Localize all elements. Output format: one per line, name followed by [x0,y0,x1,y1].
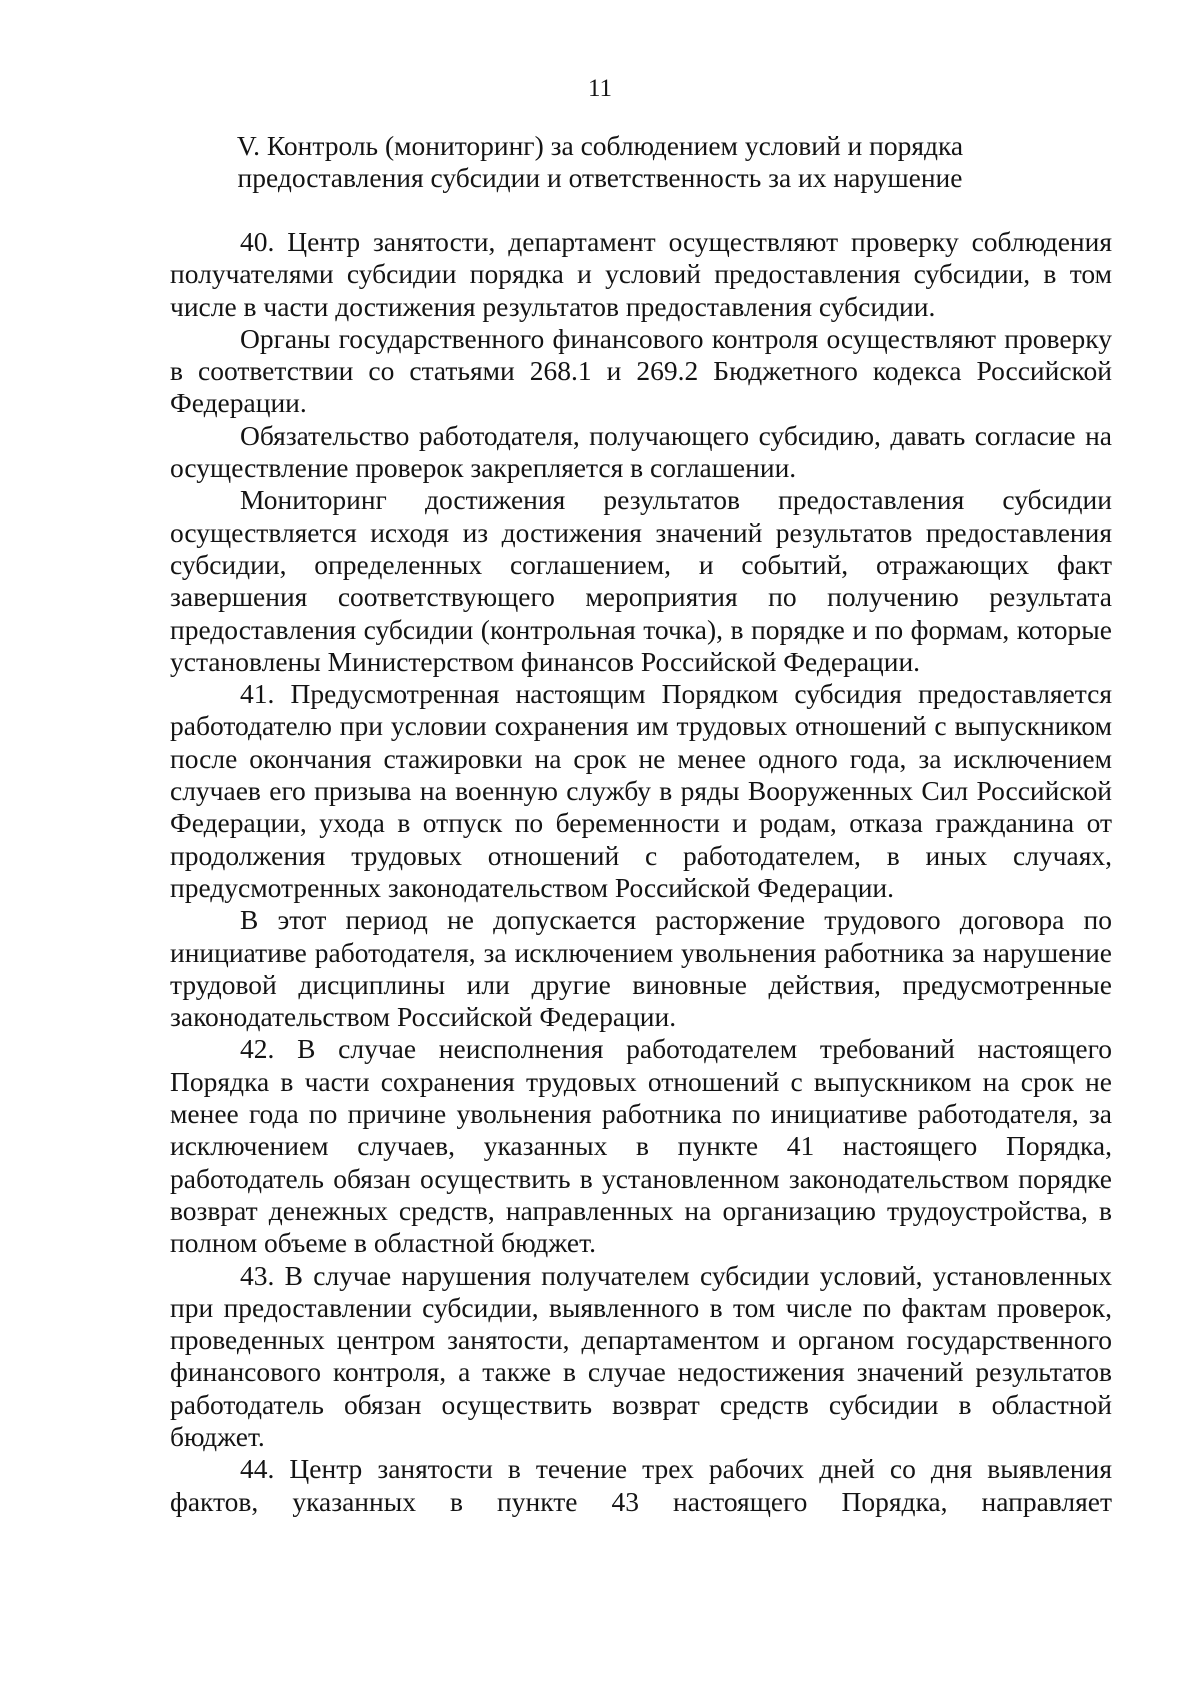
section-title-line: V. Контроль (мониторинг) за соблюдением условий и порядка [236,130,964,161]
paragraph-monitoring: Мониторинг достижения результатов предоставления субсидии осуществляется исходя из достижения значений результатов предоставления субсидии, определенных соглашением, и событий, отражающих факт завершения соответствующего мероприятия по получению результата предоставления субсидии (контрольная точка), в порядке и по формам, которые установлены Министерством финансов Российской Федерации. [170,484,1112,677]
paragraph-41: 41. Предусмотренная настоящим Порядком субсидия предоставляется работодателю при условии сохранения им трудовых отношений с выпускником после окончания стажировки на срок не менее одного года, за исключением случаев его призыва на военную службу в ряды Вооруженных Сил Российской Федерации, ухода в отпуск по беременности и родам, отказа гражданина от продолжения трудовых отношений с работодателем, в иных случаях, предусмотренных законодательством Российской Федерации. [170,678,1112,903]
page-number: 11 [587,75,613,102]
section-title [150,130,1050,194]
document-body [170,226,1112,1518]
paragraph-42: 42. В случае неисполнения работодателем требований настоящего Порядка в части сохранения трудовых отношений с выпускником на срок не менее года по причине увольнения работника по инициативе работодателя, за исключением случаев, указанных в пункте 41 настоящего Порядка, работодатель обязан осуществить в установленном законодательством порядке возврат денежных средств, направленных на организацию трудоустройства, в полном объеме в областной бюджет. [170,1033,1112,1259]
paragraph-40: 40. Центр занятости, департамент осуществляют проверку соблюдения получателями субсидии порядка и условий предоставления субсидии, в том числе в части достижения результатов предоставления субсидии. [170,226,1112,322]
paragraph-43: 43. В случае нарушения получателем субсидии условий, установленных при предоставлении субсидии, выявленного в том числе по фактам проверок, проведенных центром занятости, департаментом и органом государственного финансового контроля, а также в случае недостижения значений результатов работодатель обязан осуществить возврат средств субсидии в областной бюджет. [170,1259,1112,1452]
paragraph-control-bodies: Органы государственного финансового контроля осуществляют проверку в соответствии со статьями 268.1 и 269.2 Бюджетного кодекса Российской Федерации. [170,322,1112,419]
paragraph-44: 44. Центр занятости в течение трех рабочих дней со дня выявления фактов, указанных в пункте 43 настоящего Порядка, направляет [170,1453,1112,1517]
section-title-line: предоставления субсидии и ответственность за их нарушение [237,162,963,193]
paragraph-termination-ban: В этот период не допускается расторжение трудового договора по инициативе работодателя, за исключением увольнения работника за нарушение трудовой дисциплины или другие виновные действия, предусмотренные законодательством Российской Федерации. [170,904,1112,1033]
paragraph-consent-obligation: Обязательство работодателя, получающего субсидию, давать согласие на осуществление проверок закрепляется в соглашении. [170,419,1112,484]
